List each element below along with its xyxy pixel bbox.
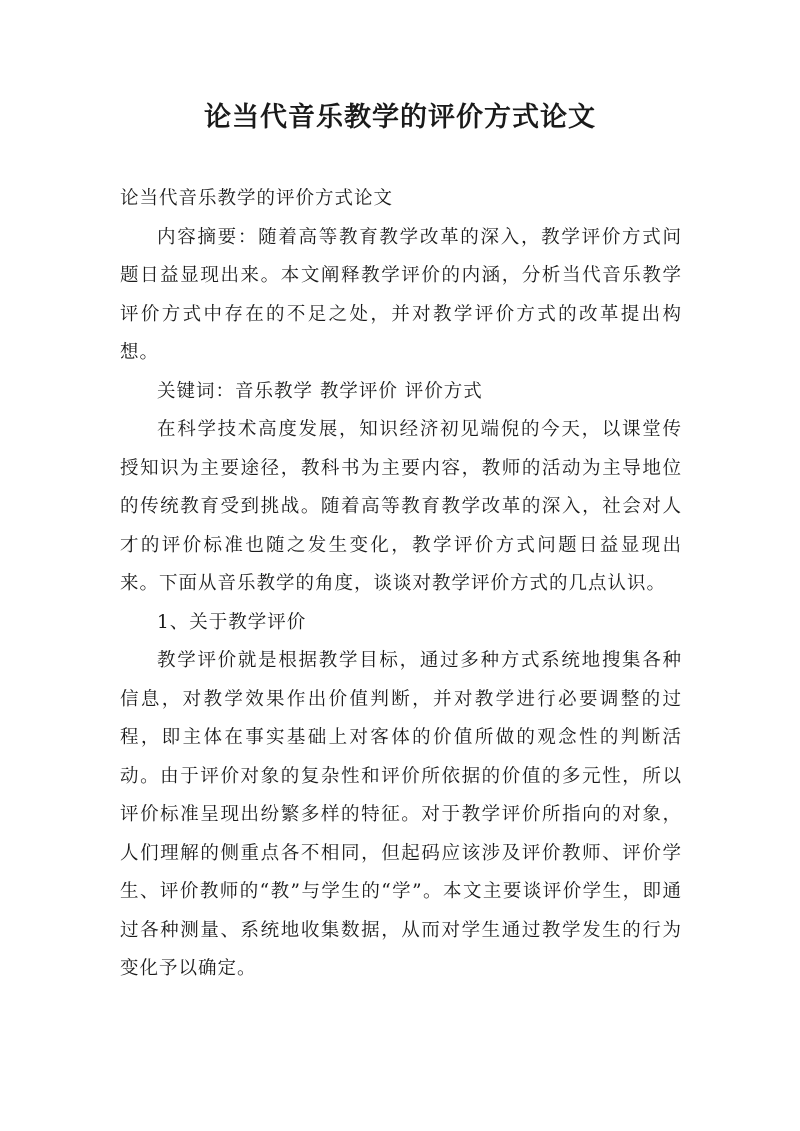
intro-paragraph: 在科学技术高度发展，知识经济初见端倪的今天，以课堂传授知识为主要途径，教科书为主要内容，教师的活动为主导地位的传统教育受到挑战。随着高等教育教学改革的深入，社会对人才的评价标准也随之发生变化，教学评价方式问题日益显现出来。下面从音乐教学的角度，谈谈对教学评价方式的几点认识。 [120,419,682,594]
section-heading: 1、关于教学评价 [157,611,307,633]
document-body [120,180,682,989]
section-paragraph: 教学评价就是根据教学目标，通过多种方式系统地搜集各种信息，对教学效果作出价值判断，并对教学进行必要调整的过程，即主体在事实基础上对客体的价值所做的观念性的判断活动。由于评价对象的复杂性和评价所依据的价值的多元性，所以评价标准呈现出纷繁多样的特征。对于教学评价所指向的对象，人们理解的侧重点各不相同，但起码应该涉及评价教师、评价学生、评价教师的“教”与学生的“学”。本文主要谈评价学生，即通过各种测量、系统地收集数据，从而对学生通过教学发生的行为变化予以确定。 [120,650,682,979]
document-subtitle: 论当代音乐教学的评价方式论文 [120,188,394,209]
abstract-paragraph: 内容摘要：随着高等教育教学改革的深入，教学评价方式问题日益显现出来。本文阐释教学评价的内涵，分析当代音乐教学评价方式中存在的不足之处，并对教学评价方式的改革提出构想。 [120,226,682,363]
document-title: 论当代音乐教学的评价方式论文 [204,102,596,133]
keywords-line: 关键词：音乐教学 教学评价 评价方式 [157,380,483,402]
